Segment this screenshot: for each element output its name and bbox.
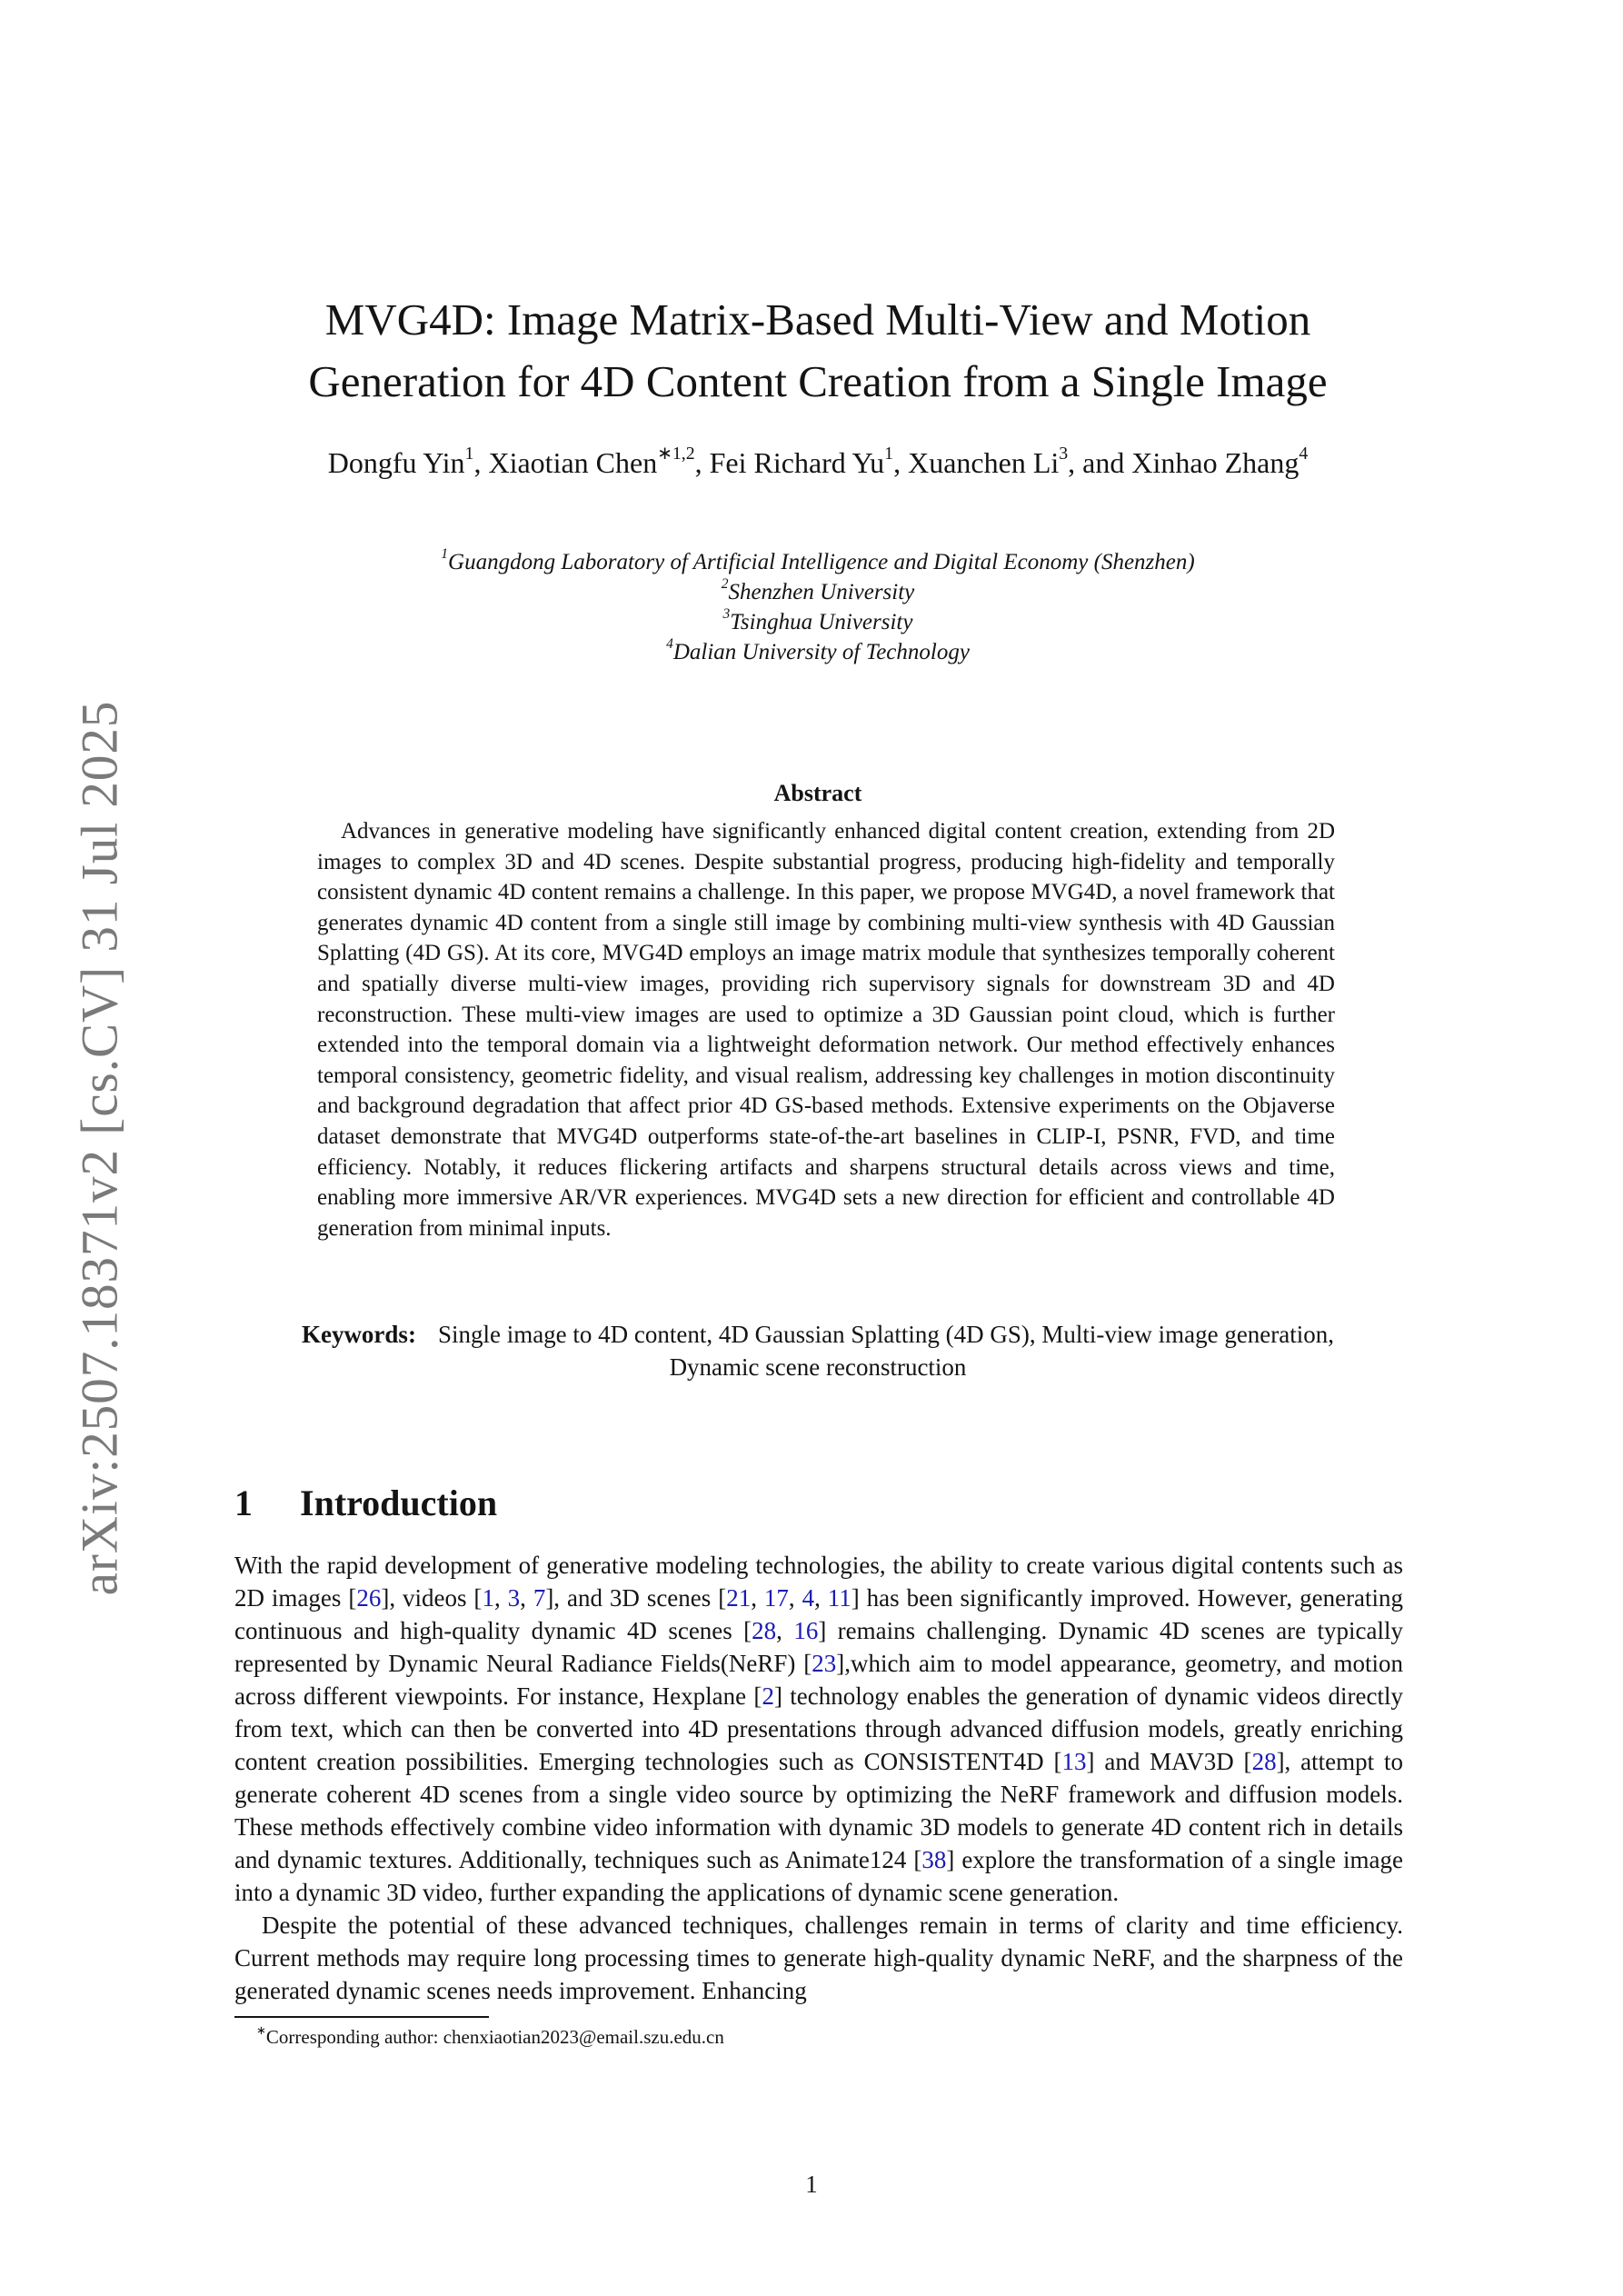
body-text-run: , [788,1584,802,1612]
citation-link[interactable]: 23 [812,1650,837,1677]
author-list [254,444,1381,482]
footnote-rule [234,2016,489,2018]
section-number: 1 [234,1482,253,1523]
citation-link[interactable]: 26 [356,1584,382,1612]
body-text-run: , [776,1617,794,1644]
affiliation-name: Guangdong Laboratory of Artificial Intelligence and Digital Economy (Shenzhen) [448,550,1195,574]
affiliation-name: Dalian University of Technology [672,640,970,664]
citation-link[interactable]: 17 [763,1584,789,1612]
affiliation-name: Tsinghua University [730,610,913,634]
paper-title [236,289,1399,413]
citation-link[interactable]: 21 [726,1584,752,1612]
author-separator: , [893,446,909,479]
author-name: Xinhao Zhang [1131,446,1299,479]
footnote-mark: ∗ [256,2022,266,2037]
citation-link[interactable]: 4 [802,1584,815,1612]
author-affiliation-mark: 4 [1299,444,1309,464]
citation-link[interactable]: 3 [507,1584,521,1612]
citation-link[interactable]: 1 [482,1584,494,1612]
author-separator: , and [1068,446,1132,479]
body-text-run: ],which aim to model appearance, geometry, and motion across different viewpoints. For instance, Hexplane [ [234,1650,1403,1710]
section-heading [234,1482,497,1524]
affiliation-line [236,547,1399,577]
keywords-label: Keywords: [301,1321,416,1348]
citation-link[interactable]: 38 [921,1846,947,1873]
affiliation-line [236,637,1399,667]
body-text [234,1549,1403,2049]
section-title: Introduction [300,1482,498,1523]
body-text-run: ] technology enables the generation of dynamic videos directly from text, which can then be converted into 4D presentations through advanced diffusion models, greatly enriching content creation possibilities. Emerging technologies such as CONSISTENT4D [ [234,1682,1403,1775]
author-affiliation-mark: 3 [1059,444,1069,464]
body-text-run: ] remains challenging. Dynamic 4D scenes are typically represented by Dynamic Neural Radiance Fields(NeRF) [ [234,1617,1404,1677]
author-affiliation-mark: ∗1,2 [657,444,695,464]
citation-link[interactable]: 28 [752,1617,777,1644]
title-line-1: MVG4D: Image Matrix-Based Multi-View and Motion [324,294,1311,344]
author-name: Xiaotian Chen [488,446,658,479]
body-text-run: ] explore the transformation of a single image into a dynamic 3D video, further expanding the applications of dynamic scene generation. [234,1846,1403,1906]
citation-link[interactable]: 13 [1061,1748,1087,1775]
body-text-run: ], and 3D scenes [ [545,1584,727,1612]
affiliation-name: Shenzhen University [728,580,915,604]
body-text-run: [ [348,1584,357,1612]
citation-link[interactable]: 11 [827,1584,851,1612]
affiliation-mark: 3 [722,606,731,623]
author-name: Xuanchen Li [908,446,1060,479]
arxiv-side-stamp: arXiv:2507.18371v2 [cs.CV] 31 Jul 2025 [71,700,129,1596]
affiliation-line [236,607,1399,637]
body-text-run: Despite the potential of these advanced techniques, challenges remain in terms of clarity and time efficiency. Current methods may require long processing times to generate high-quality dynamic NeRF, and the sharpness of the generated dynamic scenes needs improvement. Enhancing [234,1912,1403,2004]
page-number: 1 [805,2171,818,2198]
body-paragraph [234,1549,1403,1909]
affiliation-mark: 2 [721,576,729,593]
body-text-run: ] has been significantly improved. However, generating continuous and high-quality dynamic 4D scenes [ [234,1584,1404,1644]
author-separator: , [694,446,710,479]
body-text-run: , [493,1584,508,1612]
body-text-run: , [520,1584,533,1612]
keywords [254,1318,1381,1383]
footnote-text: Corresponding author: chenxiaotian2023@email.szu.edu.cn [265,2025,724,2048]
body-text-run: With the rapid development of generative modeling technologies, the ability to create various digital contents such as 2D images [234,1552,1403,1612]
body-text-run: ] and MAV3D [ [1086,1748,1252,1775]
citation-link[interactable]: 7 [533,1584,546,1612]
title-line-2: Generation for 4D Content Creation from a Single Image [308,356,1328,406]
body-text-run: , [751,1584,764,1612]
body-text-run: ], videos [ [381,1584,483,1612]
keywords-text: Single image to 4D content, 4D Gaussian Splatting (4D GS), Multi-view image generation, Dynamic scene reconstruction [437,1321,1335,1381]
affiliation-line [236,577,1399,607]
citation-link[interactable]: 2 [762,1682,774,1710]
body-text-run: ], attempt to generate coherent 4D scenes from a single video source by optimizing the NeRF framework and diffusion models. These methods effectively combine video information with dynamic 3D models to generate 4D content rich in details and dynamic textures. Additionally, techniques such as Animate124 [ [234,1748,1403,1873]
author-affiliation-mark: 1 [884,444,894,464]
affiliation-mark: 1 [441,546,449,563]
footnote [234,2022,1403,2049]
abstract-text: Advances in generative modeling have significantly enhanced digital content creation, extending from 2D images to complex 3D and 4D scenes. Despite substantial progress, producing high-fidelity and temporally consistent dynamic 4D content remains a challenge. In this paper, we propose MVG4D, a novel framework that generates dynamic 4D content from a single still image by combining multi-view synthesis with 4D Gaussian Splatting (4D GS). At its core, MVG4D employs an image matrix module that synthesizes temporally coherent and spatially diverse multi-view images, providing rich supervisory signals for downstream 3D and 4D reconstruction. These multi-view images are used to optimize a 3D Gaussian point cloud, which is further extended into the temporal domain via a lightweight deformation network. Our method effectively enhances temporal consistency, geometric fidelity, and visual realism, addressing key challenges in motion discontinuity and background degradation that affect prior 4D GS-based methods. Extensive experiments on the Objaverse dataset demonstrate that MVG4D outperforms state-of-the-art baselines in CLIP-I, PSNR, FVD, and time efficiency. Notably, it reduces flickering artifacts and sharpens structural details across views and time, enabling more immersive AR/VR experiences. MVG4D sets a new direction for efficient and controllable 4D generation from minimal inputs. [317,819,1335,1241]
citation-link[interactable]: 28 [1251,1748,1277,1775]
body-paragraph [234,1909,1403,2007]
abstract-heading: Abstract [773,780,862,806]
author-affiliation-mark: 1 [464,444,474,464]
author-name: Dongfu Yin [327,446,465,479]
affiliation-mark: 4 [666,636,673,653]
citation-link[interactable]: 16 [793,1617,819,1644]
author-name: Fei Richard Yu [709,446,885,479]
author-separator: , [473,446,489,479]
affiliation-list [236,547,1399,667]
body-text-run: , [814,1584,828,1612]
